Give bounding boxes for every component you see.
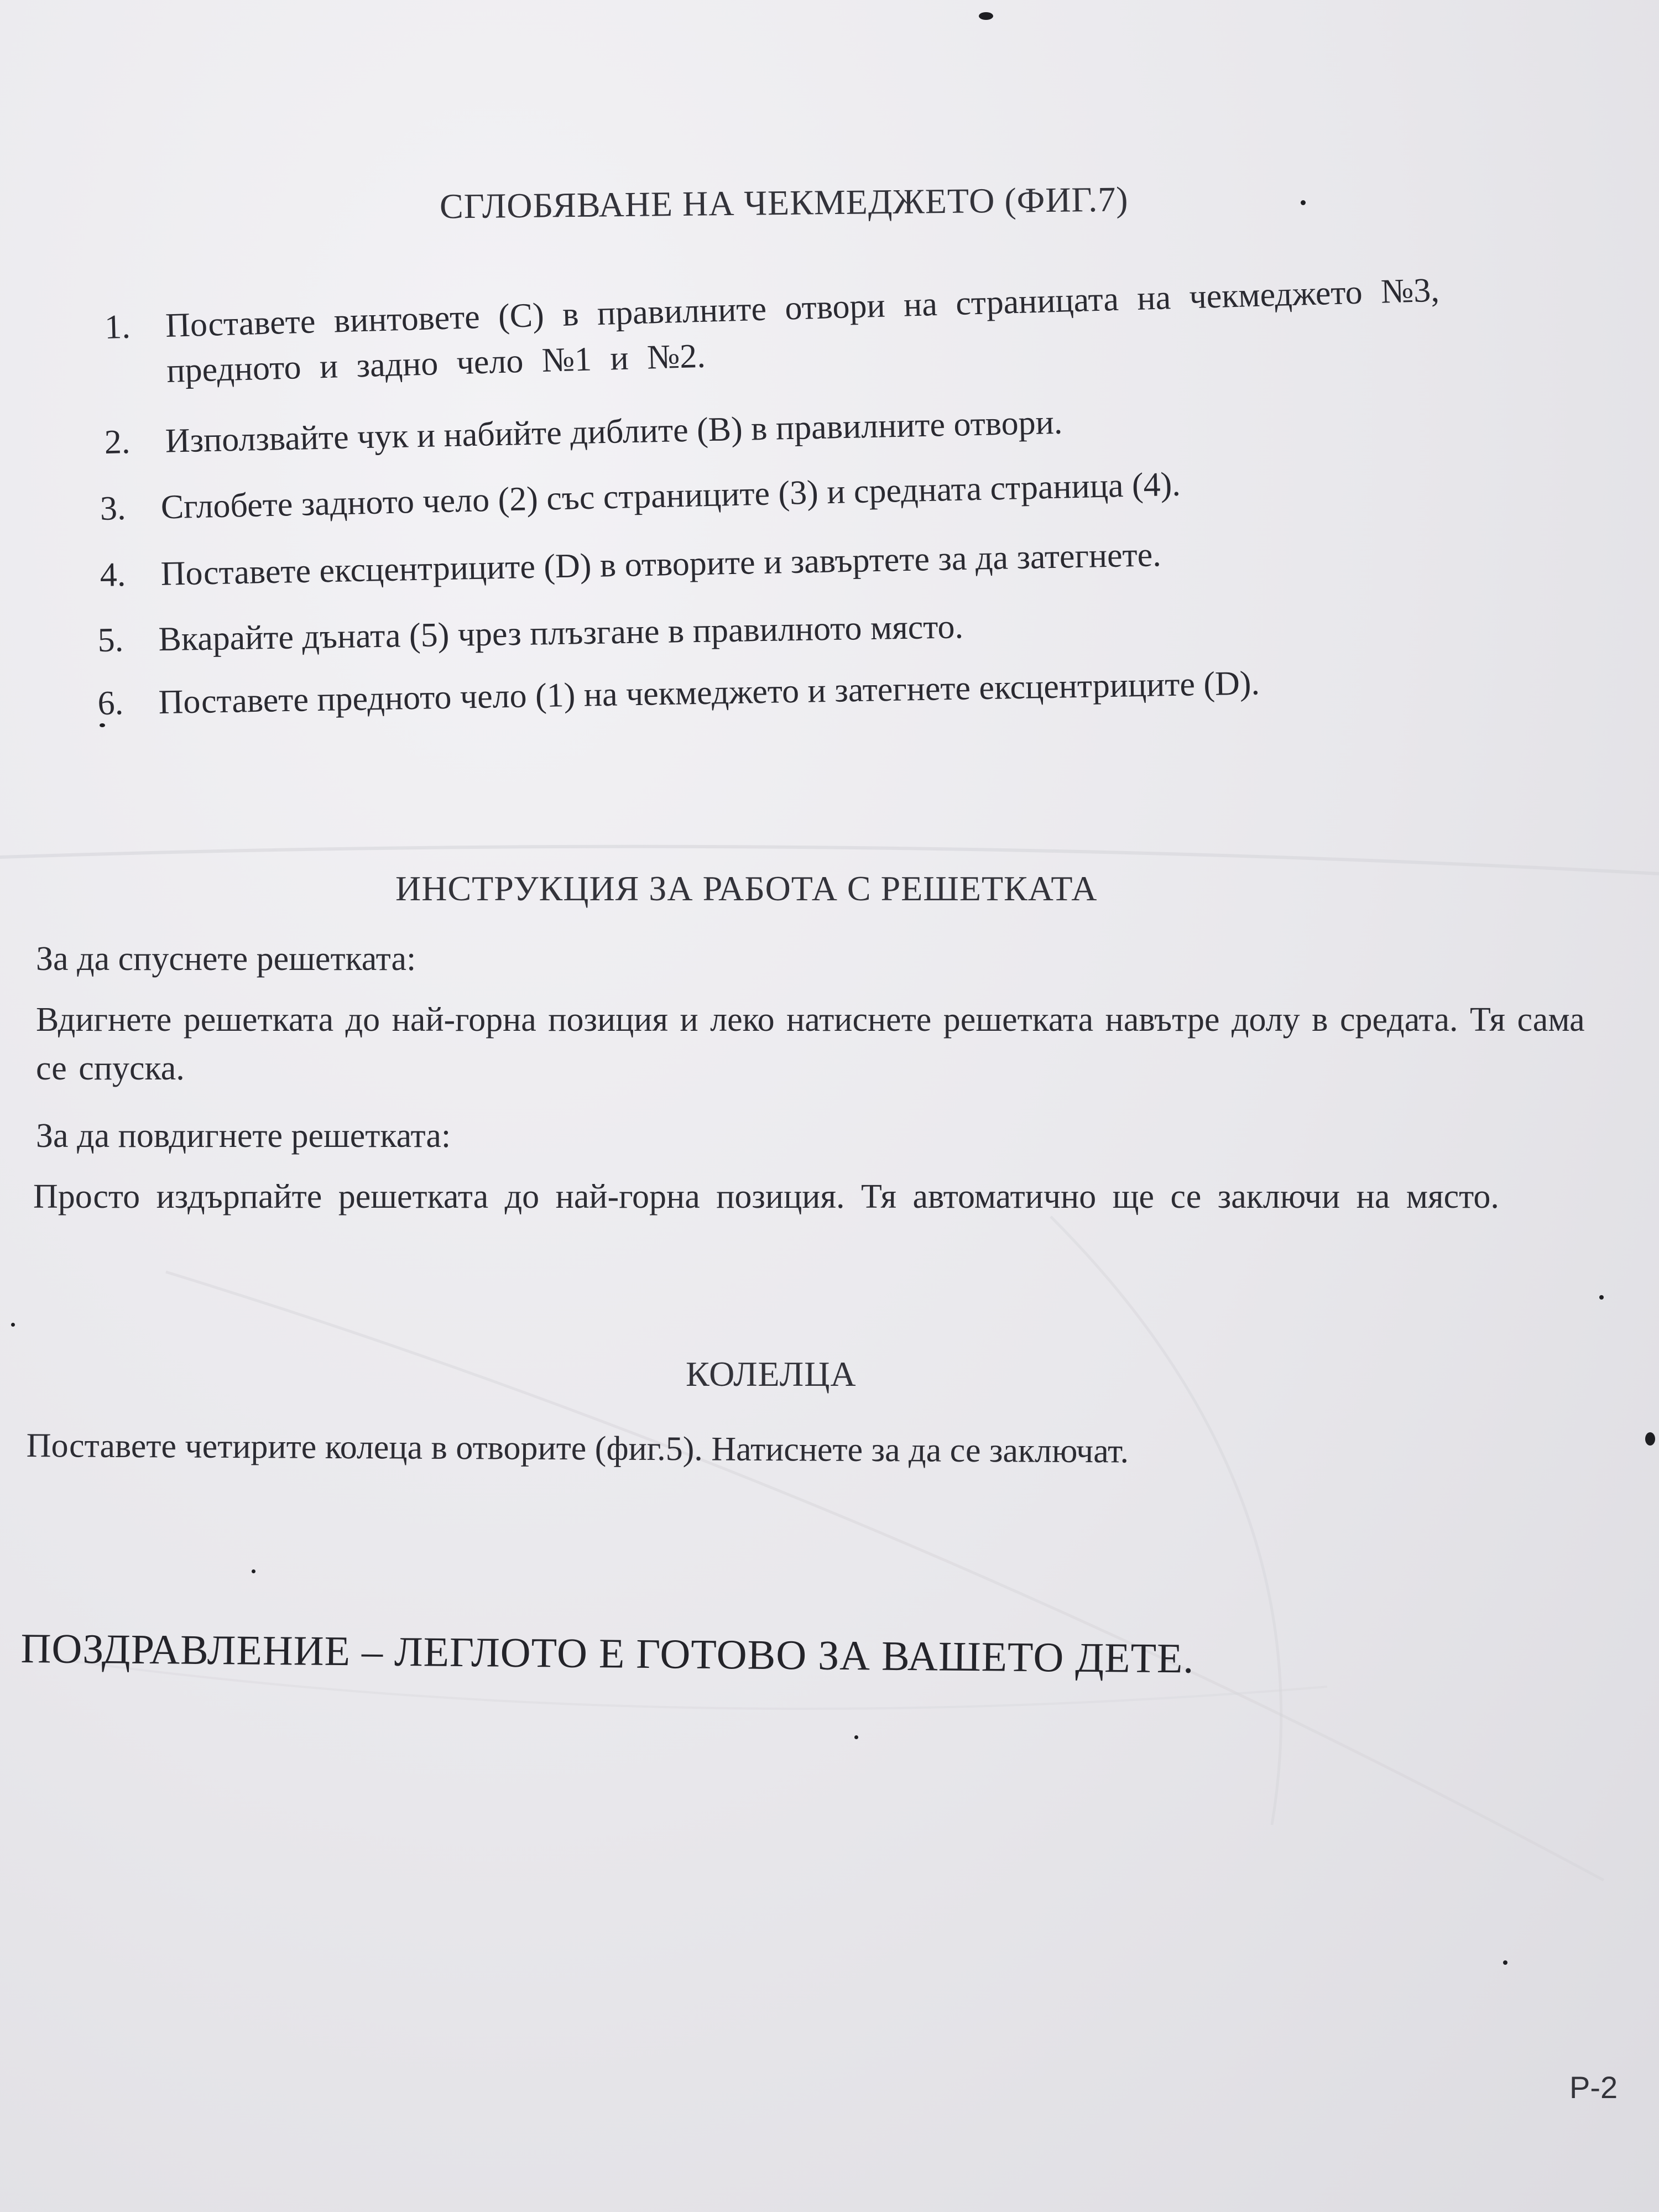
list-item-number: 2. [104, 423, 131, 461]
drawer-section-title: СГЛОБЯВАНЕ НА ЧЕКМЕДЖЕТО (ФИГ.7) [439, 179, 1129, 226]
wheels-section-title: КОЛЕЛЦА [686, 1354, 857, 1394]
list-item [97, 604, 964, 662]
list-item-number: 1. [104, 307, 131, 347]
lower-grate-label: За да спуснете решетката: [36, 940, 416, 978]
ink-speck [252, 1569, 255, 1573]
final-message: ПОЗДРАВЛЕНИЕ – ЛЕГЛОТО Е ГОТОВО ЗА ВАШЕТО ДЕТЕ. [20, 1625, 1194, 1682]
list-item-text: Използвайте чук и набийте диблите (B) в правилните отвори. [165, 403, 1063, 460]
ink-speck [979, 12, 993, 20]
ink-speck [11, 1323, 15, 1327]
raise-grate-label: За да повдигнете решетката: [36, 1117, 451, 1155]
ink-speck [1599, 1295, 1604, 1300]
ink-speck [854, 1735, 858, 1739]
list-item-text: Поставете винтовете (C) в правилните отвори на страницата на чекмеджето №3, предното и задно чело №1 и №2. [165, 271, 1440, 390]
raise-grate-text: Просто издърпайте решетката до най-горна позиция. Тя автоматично ще се заключи на място. [33, 1178, 1499, 1215]
ink-speck [1645, 1432, 1655, 1446]
list-item-number: 6. [97, 684, 124, 722]
ink-speck [1301, 200, 1306, 205]
lower-grate-text: Вдигнете решетката до най-горна позиция и леко натиснете решетката навътре долу в средата. Тя сама се спуска. [36, 1001, 1585, 1087]
list-item-text: Поставете ексцентриците (D) в отворите и завъртете за да затегнете. [160, 536, 1162, 593]
list-item-number: 5. [97, 621, 124, 659]
list-item-text: Сглобете задното чело (2) със страниците (3) и средната страница (4). [160, 465, 1181, 526]
grate-section-title: ИНСТРУКЦИЯ ЗА РАБОТА С РЕШЕТКАТА [395, 869, 1098, 908]
wheels-text: Поставете четирите колеца в отворите (фиг.5). Натиснете за да се заключат. [26, 1426, 1129, 1470]
list-item-text: Поставете предното чело (1) на чекмеджето и затегнете ексцентриците (D). [158, 664, 1260, 722]
ink-speck [1503, 1960, 1507, 1965]
list-item-text: Вкарайте дъната (5) чрез плъзгане в правилното място. [158, 608, 964, 659]
list-item [104, 400, 1063, 465]
list-item [104, 264, 1583, 394]
list-item [100, 462, 1181, 531]
list-item [100, 533, 1161, 597]
list-item [97, 661, 1260, 726]
page-number: P-2 [1569, 2070, 1618, 2105]
list-item-number: 3. [100, 489, 127, 528]
list-item-number: 4. [100, 556, 126, 594]
